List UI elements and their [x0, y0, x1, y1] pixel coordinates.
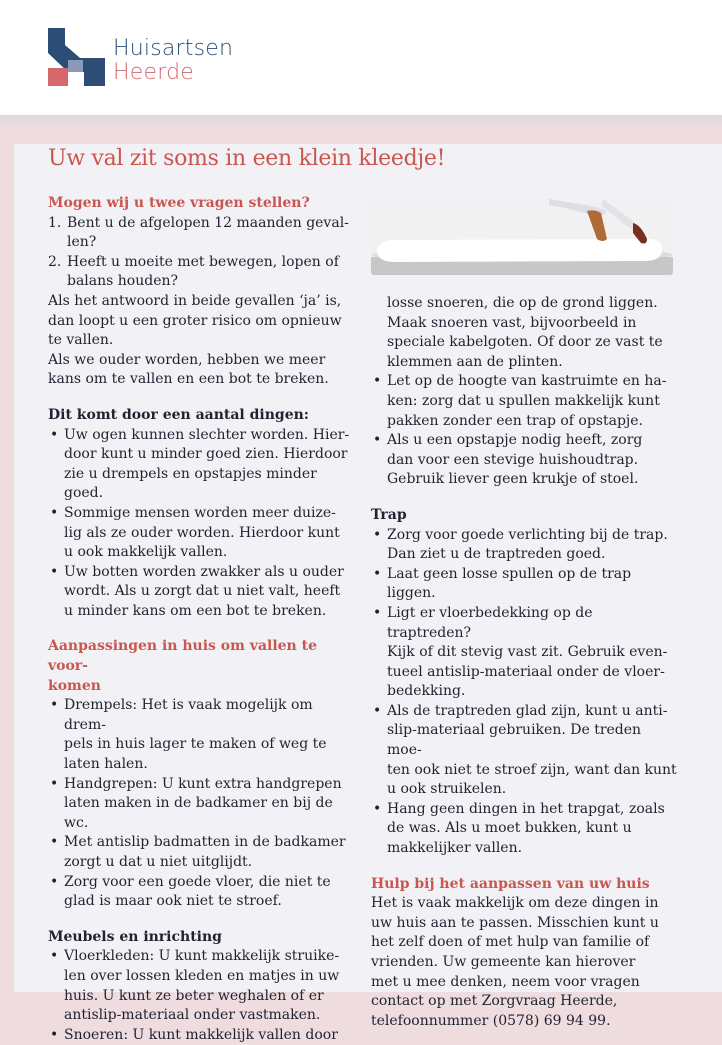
list-item: • Als u een opstapje nodig heeft, zorg dan voor een stevige huishoudtrap. Gebruik liever geen krukje of stoel. [371, 431, 677, 490]
section-heading-furniture: Meubels en inrichting [48, 928, 222, 945]
paragraph-help: Het is vaak makkelijk om deze dingen in uw huis aan te passen. Misschien kunt u het zelf doen of met hulp van familie of vrienden. Uw gemeente kan hierover met u mee denken, neem voor vragen contact op met Zorgvraag Heerde, telefoonnummer (0578) 69 94 99. [371, 895, 659, 1029]
list-item: • Sommige mensen worden meer duize- lig als ze ouder worden. Hierdoor kunt u ook makkelijk vallen. [48, 504, 354, 563]
list-item: • Vloerkleden: U kunt makkelijk struike- len over lossen kleden en matjes in uw huis. U kunt ze beter weghalen of er antislip-materiaal onder vastmaken. [48, 947, 354, 1025]
list-item: • Uw botten worden zwakker als u ouder wordt. Als u zorgt dat u niet valt, heeft u minder kans om een bot te breken. [48, 563, 354, 622]
list-item: • Ligt er vloerbedekking op de traptreden? Kijk of dit stevig vast zit. Gebruik even- tueel antislip-materiaal onder de vloer- bedekking. [371, 604, 677, 702]
photo-illustration [371, 199, 673, 275]
furniture-list [48, 947, 354, 1045]
brand-line-1: Huisartsen [113, 36, 234, 61]
header [0, 0, 722, 115]
list-item: • Drempels: Het is vaak mogelijk om drem- pels in huis lager te maken of weg te laten halen. [48, 696, 354, 774]
questions-list [48, 214, 354, 292]
list-item: • Als de traptreden glad zijn, kunt u anti- slip-materiaal gebruiken. De treden moe- ten ook niet te stroef zijn, want dan kunt u ook struikelen. [371, 702, 677, 800]
adjustments-list [48, 696, 354, 912]
furniture-list-continued [371, 372, 677, 490]
list-item: 2. Heeft u moeite met bewegen, lopen of balans houden? [48, 253, 339, 290]
list-item: 1. Bent u de afgelopen 12 maanden geval- len? [48, 214, 349, 251]
right-column [371, 294, 677, 1031]
paragraph-cords-continued: losse snoeren, die op de grond liggen. Maak snoeren vast, bijvoorbeeld in speciale kabelgoten. Of door ze vast te klemmen aan de plinten. [387, 295, 663, 370]
huisartsen-heerde-logo [48, 28, 108, 86]
paragraph-age: Als we ouder worden, hebben we meer kans om te vallen en een bot te breken. [48, 351, 329, 388]
section-heading-questions: Mogen wij u twee vragen stellen? [48, 195, 310, 211]
brand-line-2: Heerde [113, 60, 194, 85]
list-item: • Uw ogen kunnen slechter worden. Hier- door kunt u minder goed zien. Hierdoor zie u drempels en opstapjes minder goed. [48, 426, 354, 504]
list-item: • Met antislip badmatten in de badkamer zorgt u dat u niet uitglijdt. [48, 833, 354, 872]
list-item: • Zorg voor goede verlichting bij de trap. Dan ziet u de traptreden goed. [371, 526, 677, 565]
causes-list [48, 426, 354, 622]
stairs-list [371, 526, 677, 859]
section-heading-stairs: Trap [371, 506, 407, 523]
list-item: • Let op de hoogte van kastruimte en ha- ken: zorg dat u spullen makkelijk kunt pakken zonder een trap of opstapje. [371, 372, 677, 431]
brand-name [113, 37, 233, 85]
section-heading-help: Hulp bij het aanpassen van uw huis [371, 875, 650, 892]
list-item: • Snoeren: U kunt makkelijk vallen door [48, 1026, 354, 1045]
list-item: • Laat geen losse spullen op de trap liggen. [371, 565, 677, 604]
left-column [48, 194, 354, 1045]
paragraph-risk: Als het antwoord in beide gevallen ‘ja’ is, dan loopt u een groter risico om opnieuw te vallen. [48, 292, 342, 349]
page-title: Uw val zit soms in een klein kleedje! [48, 146, 446, 171]
list-item: • Zorg voor een goede vloer, die niet te glad is maar ook niet te stroef. [48, 873, 354, 912]
list-item: • Hang geen dingen in het trapgat, zoals de was. Als u moet bukken, kunt u makkelijker vallen. [371, 800, 677, 859]
person-tripping-over-rug-photo [371, 199, 673, 275]
list-item: • Handgrepen: U kunt extra handgrepen laten maken in de badkamer en bij de wc. [48, 775, 354, 834]
section-heading-causes: Dit komt door een aantal dingen: [48, 406, 309, 423]
header-shadow [0, 115, 722, 127]
section-heading-adjustments: Aanpassingen in huis om vallen te voor- komen [48, 638, 317, 694]
